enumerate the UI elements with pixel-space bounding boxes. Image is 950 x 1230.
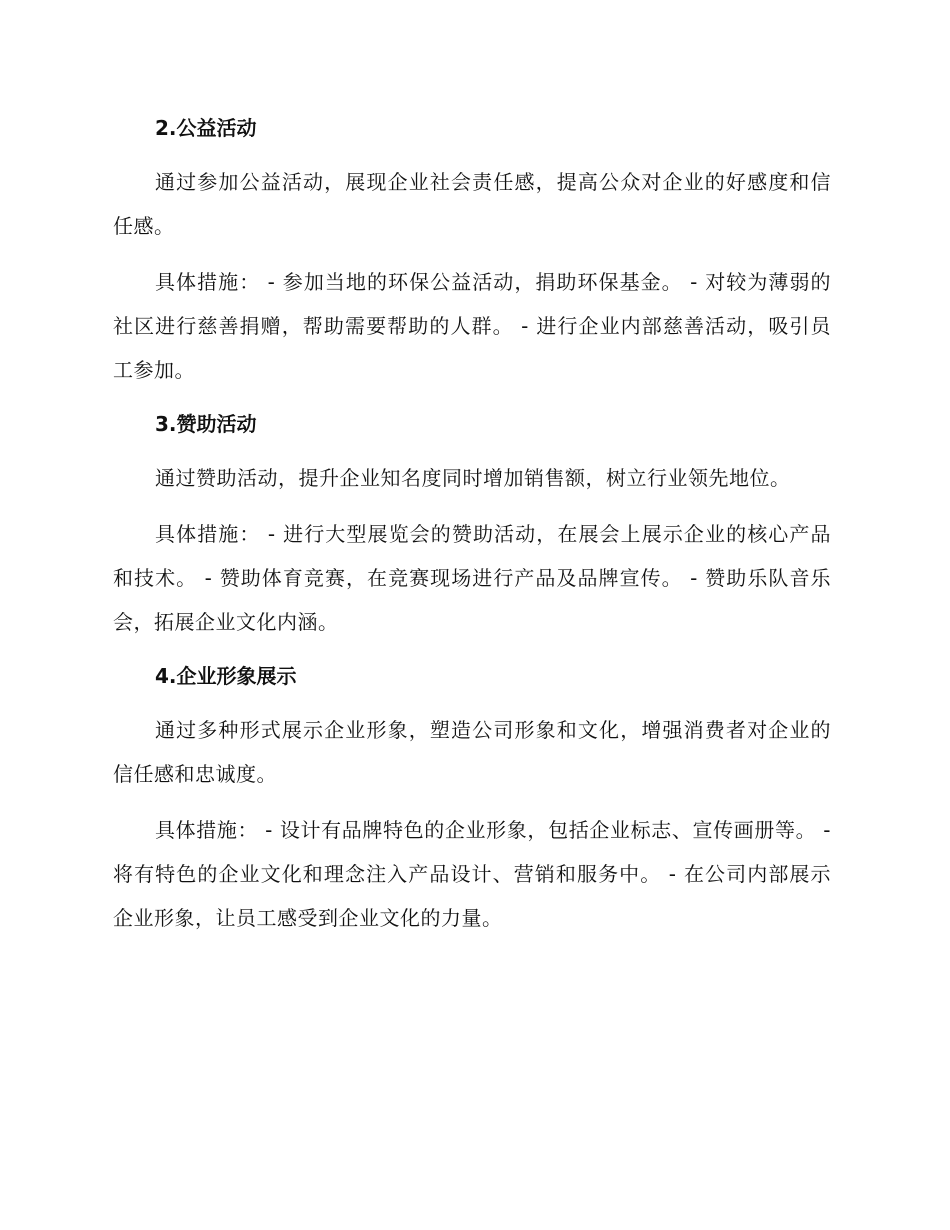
section-measures: 具体措施： - 进行大型展览会的赞助活动，在展会上展示企业的核心产品和技术。 - 赞助体育竞赛，在竞赛现场进行产品及品牌宣传。 - 赞助乐队音乐会，拓展企业文化内涵。 (113, 522, 831, 634)
section-corporate-image (113, 656, 831, 940)
section-sponsorship (113, 404, 831, 644)
section-charity (113, 108, 831, 392)
section-intro: 通过参加公益活动，展现企业社会责任感，提高公众对企业的好感度和信任感。 (113, 170, 831, 238)
section-intro: 通过赞助活动，提升企业知名度同时增加销售额，树立行业领先地位。 (155, 466, 791, 490)
section-measures: 具体措施： - 设计有品牌特色的企业形象，包括企业标志、宣传画册等。 - 将有特色的企业文化和理念注入产品设计、营销和服务中。 - 在公司内部展示企业形象，让员工感受到企业文化的力量。 (113, 818, 831, 930)
section-heading: 4.企业形象展示 (155, 664, 297, 688)
section-heading: 3.赞助活动 (155, 412, 257, 436)
section-measures: 具体措施： - 参加当地的环保公益活动，捐助环保基金。 - 对较为薄弱的社区进行慈善捐赠，帮助需要帮助的人群。 - 进行企业内部慈善活动，吸引员工参加。 (113, 270, 831, 382)
section-heading: 2.公益活动 (155, 116, 257, 140)
document-body (113, 108, 831, 952)
section-intro: 通过多种形式展示企业形象，塑造公司形象和文化，增强消费者对企业的信任感和忠诚度。 (113, 718, 831, 786)
